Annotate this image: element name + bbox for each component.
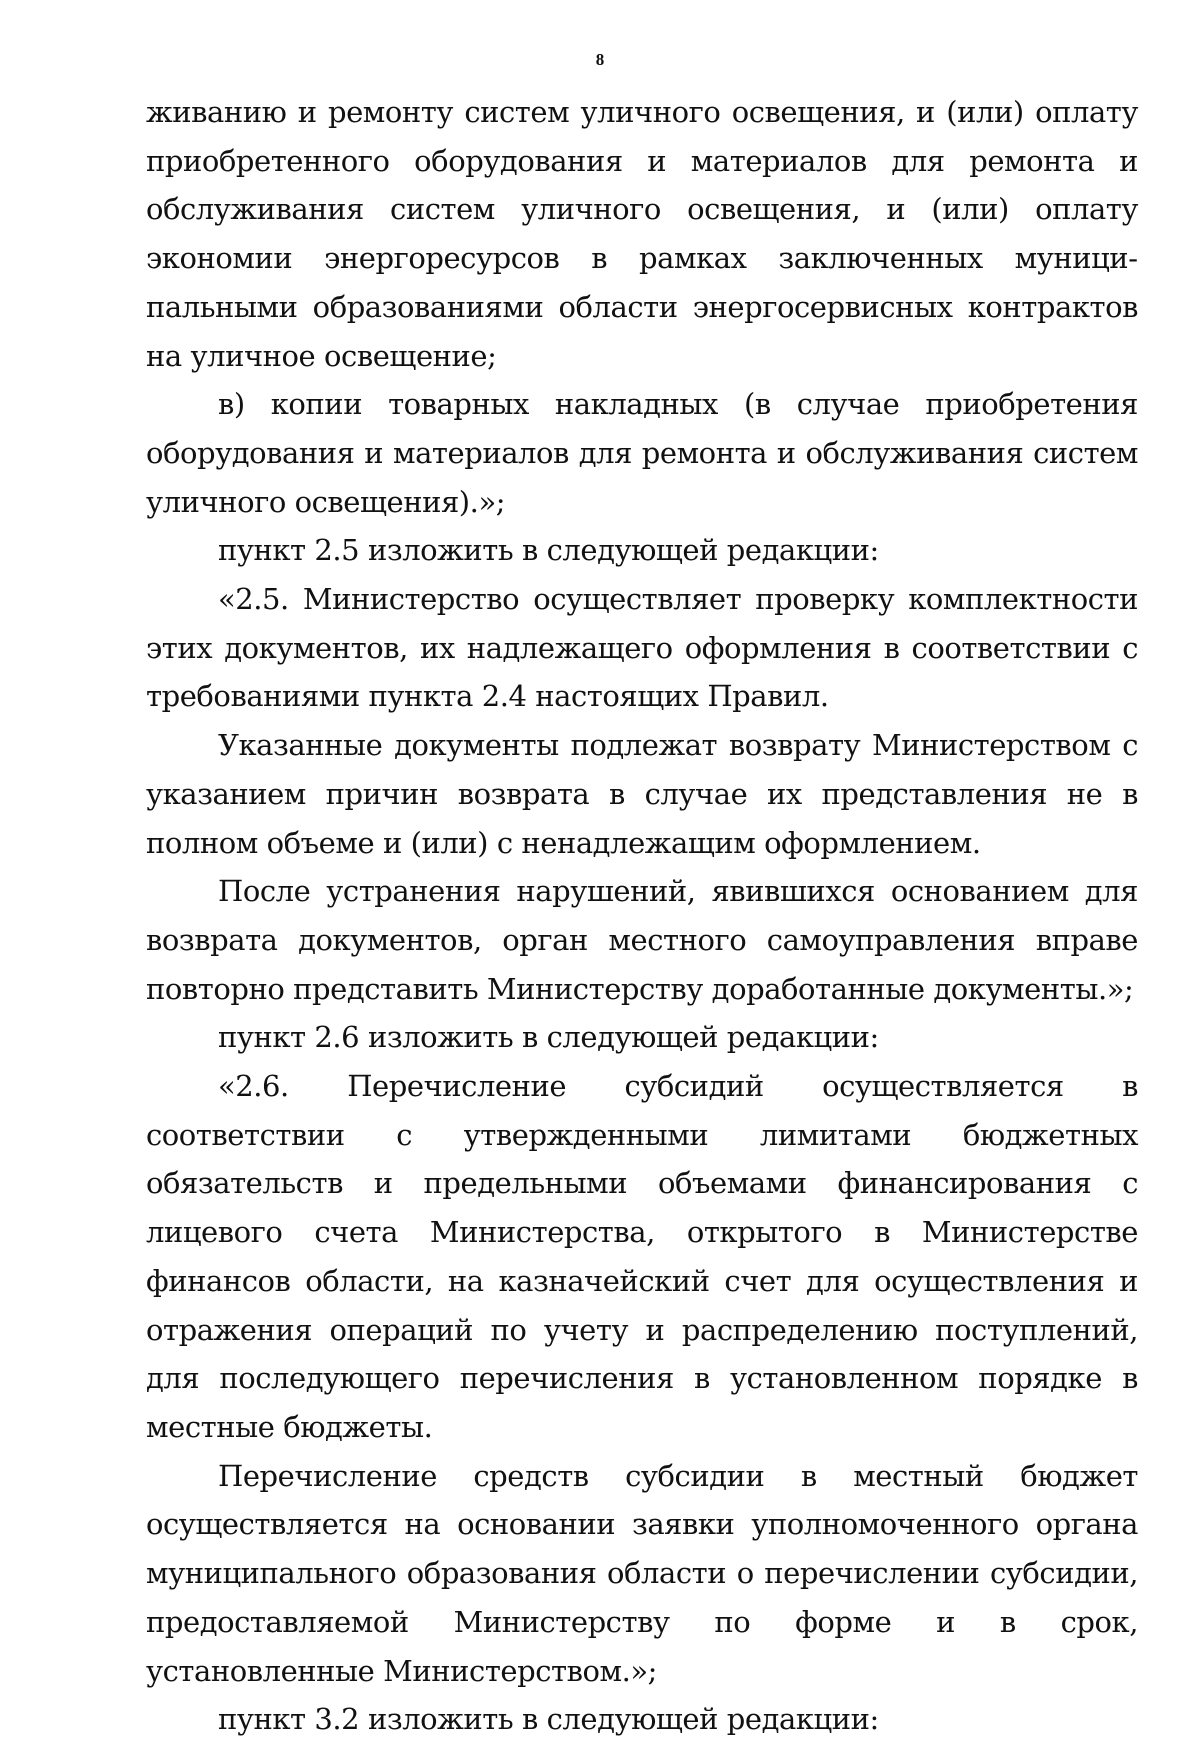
paragraph-clause-2-5: «2.5. Министерство осуществляет проверку комплектности этих документов, их надлежащего оформления в соответствии с требованиями пункта 2.4 настоящих Правил. <box>146 582 1138 714</box>
document-body <box>146 88 1138 1744</box>
page-number: 8 <box>595 50 605 69</box>
paragraph-clause-3-2-intro: пункт 3.2 изложить в следующей редакции: <box>218 1702 879 1737</box>
paragraph-clause-2-5-intro: пункт 2.5 изложить в следующей редакции: <box>218 533 879 568</box>
paragraph-continuation: живанию и ремонту систем уличного освещения, и (или) оплату приобретенного оборудования и материалов для ремонта и обслуживания систем уличного освещения, и (или) оплату экономии энергоресурсов в рамках заключенных муниципальными образованиями области энергосервисных контрактов на уличное освещение; <box>146 95 1138 373</box>
paragraph-resubmission: После устранения нарушений, явившихся основанием для возврата документов, орган местного самоуправления вправе повторно представить Министерству доработанные документы.»; <box>146 874 1138 1006</box>
paragraph-invoices: в) копии товарных накладных (в случае приобретения оборудования и материалов для ремонта и обслуживания систем уличного освещения).»; <box>146 387 1138 519</box>
paragraph-clause-2-6: «2.6. Перечисление субсидий осуществляется в соответствии с утвержденными лимитами бюджетных обязательств и предельными объемами финансирования с лицевого счета Министерства, открытого в Министерстве финансов области, на казначейский счет для осуществления и отражения операций по учету и распределению поступлений, для последующего перечисления в установленном порядке в местные бюджеты. <box>146 1069 1138 1444</box>
paragraph-subsidy-transfer: Перечисление средств субсидии в местный бюджет осуществляется на основании заявки уполномоченного органа муниципального образования области о перечислении субсидии, предоставляемой Министерству по форме и в срок, установленные Министерством.»; <box>146 1458 1138 1688</box>
paragraph-clause-2-6-intro: пункт 2.6 изложить в следующей редакции: <box>218 1020 879 1055</box>
paragraph-documents-return: Указанные документы подлежат возврату Министерством с указанием причин возврата в случае их представления не в полном объеме и (или) с ненадлежащим оформлением. <box>146 728 1138 860</box>
